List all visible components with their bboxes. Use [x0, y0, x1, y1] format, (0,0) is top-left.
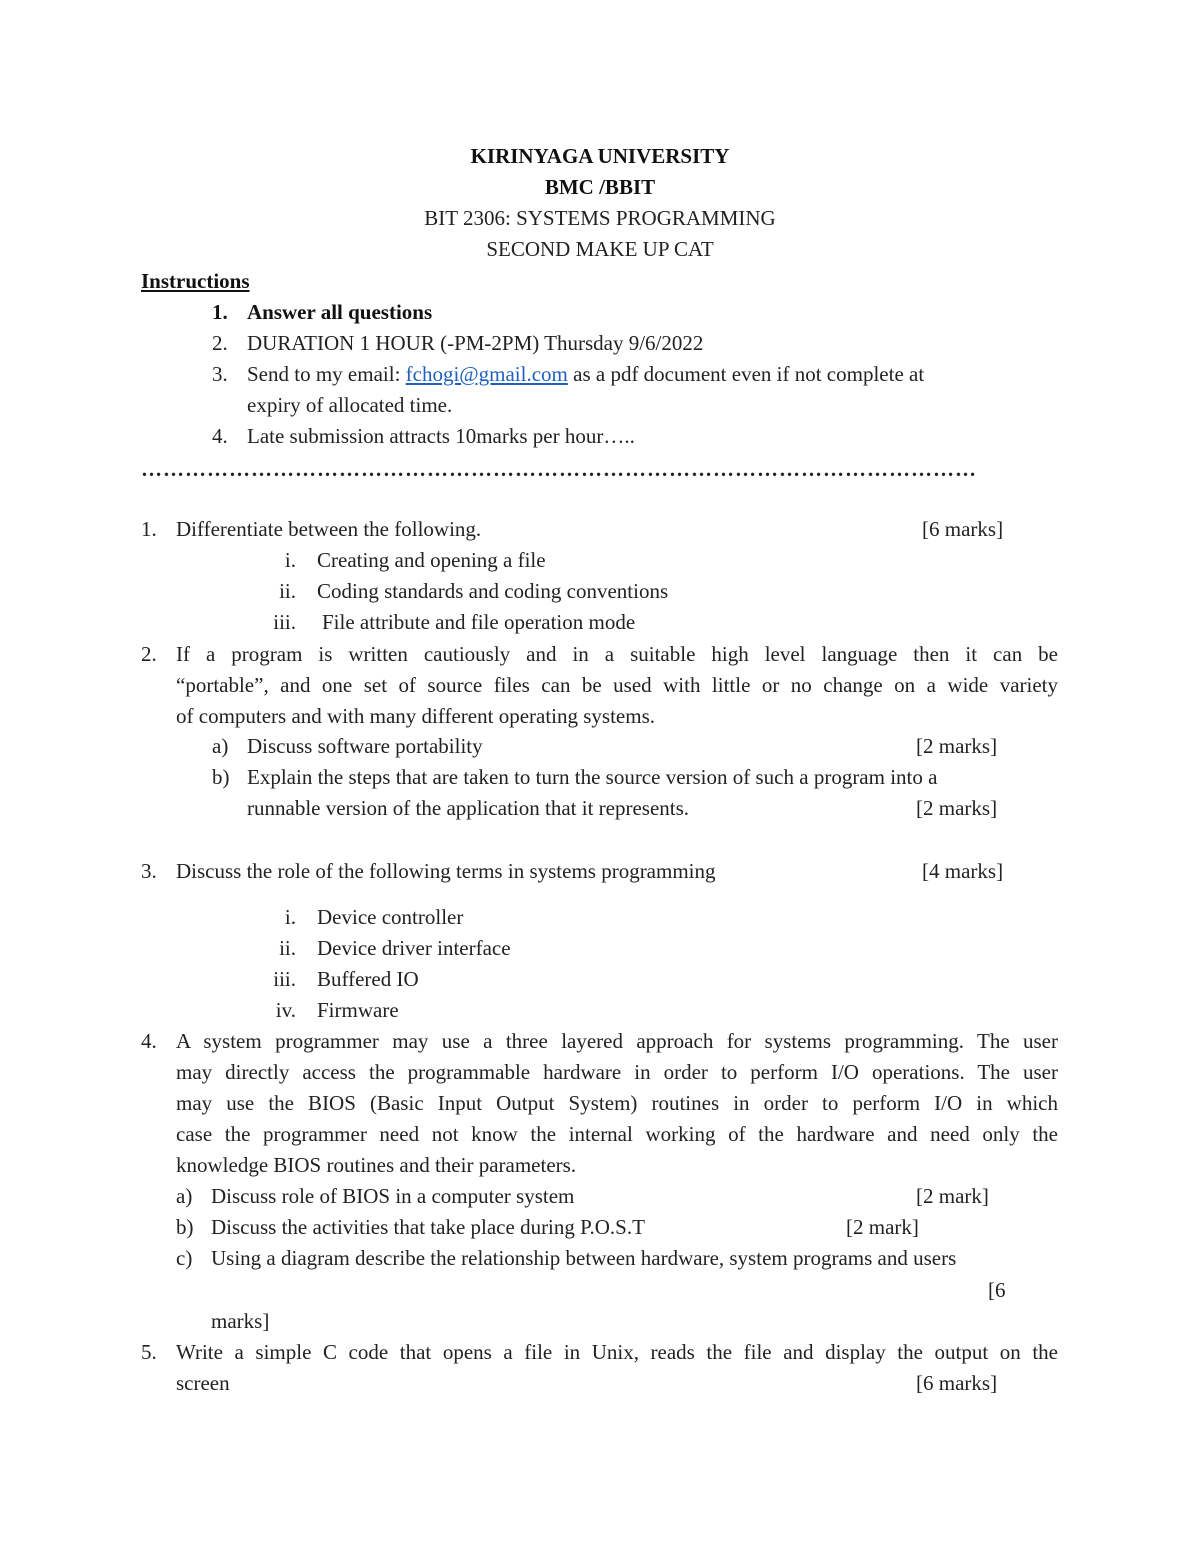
q3-sub-ii-text: Device driver interface: [317, 936, 511, 960]
instruction-3-number: 3.: [212, 362, 228, 386]
q3-sub-iii-number: iii.: [273, 967, 296, 991]
q1-sub-iii-number: iii.: [273, 610, 296, 634]
instruction-3-continuation: expiry of allocated time.: [247, 393, 453, 417]
q4-line-1: A system programmer may use a three layered approach for systems programming. The user: [176, 1029, 1058, 1053]
q2a-marks: [2 marks]: [916, 734, 998, 758]
q4a-number: a): [176, 1184, 193, 1208]
q4-line-4: case the programmer need not know the internal working of the hardware and need only the: [176, 1122, 1058, 1146]
instruction-3-line: [247, 361, 924, 387]
q4c-marks-part-1: [6: [988, 1278, 1006, 1302]
q4-line-5: knowledge BIOS routines and their parameters.: [176, 1153, 577, 1177]
course-title: BIT 2306: SYSTEMS PROGRAMMING: [424, 206, 776, 230]
q2-line-2: “portable”, and one set of source files can be used with little or no change on a wide variety: [176, 673, 1058, 697]
q2b-number: b): [212, 765, 230, 789]
q3-number: 3.: [141, 859, 157, 883]
instruction-2-text: DURATION 1 HOUR (-PM-2PM) Thursday 9/6/2022: [247, 331, 704, 355]
q5-number: 5.: [141, 1340, 157, 1364]
q4b-marks: [2 mark]: [846, 1215, 919, 1239]
instruction-2-number: 2.: [212, 331, 228, 355]
q2-number: 2.: [141, 642, 157, 666]
instruction-3-prefix: Send to my email:: [247, 362, 406, 386]
q4-line-3: may use the BIOS (Basic Input Output System) routines in order to perform I/O in which: [176, 1091, 1058, 1115]
q1-number: 1.: [141, 517, 157, 541]
instruction-4-number: 4.: [212, 424, 228, 448]
q3-sub-ii-number: ii.: [279, 936, 296, 960]
program-name: BMC /BBIT: [544, 175, 656, 199]
q4b-number: b): [176, 1215, 194, 1239]
instruction-1-number: 1.: [212, 300, 228, 324]
q5-line-2: screen: [176, 1371, 230, 1395]
instructions-heading: Instructions: [141, 269, 250, 293]
q4b-text: Discuss the activities that take place during P.O.S.T: [211, 1215, 645, 1239]
q2b-marks: [2 marks]: [916, 796, 998, 820]
q4-number: 4.: [141, 1029, 157, 1053]
q2-line-1: If a program is written cautiously and in a suitable high level language then it can be: [176, 642, 1058, 666]
q1-sub-i-number: i.: [284, 548, 296, 572]
q4c-number: c): [176, 1246, 193, 1270]
q1-sub-i-text: Creating and opening a file: [317, 548, 546, 572]
q4c-text: Using a diagram describe the relationship between hardware, system programs and users: [211, 1246, 957, 1270]
q2a-number: a): [212, 734, 229, 758]
university-name: KIRINYAGA UNIVERSITY: [470, 144, 730, 168]
q5-line-1: Write a simple C code that opens a file in Unix, reads the file and display the output on the: [176, 1340, 1058, 1364]
q3-sub-iv-number: iv.: [275, 998, 296, 1022]
q3-sub-i-number: i.: [284, 905, 296, 929]
q3-sub-iii-text: Buffered IO: [317, 967, 419, 991]
dotted-separator: ……………………………………………………………………………………………………: [141, 457, 977, 481]
q1-sub-iii-text: File attribute and file operation mode: [322, 610, 636, 634]
q1-sub-ii-number: ii.: [279, 579, 296, 603]
q4c-marks-part-2: marks]: [211, 1309, 270, 1333]
q5-marks: [6 marks]: [916, 1371, 998, 1395]
q3-sub-iv-text: Firmware: [317, 998, 399, 1022]
q1-text: Differentiate between the following.: [176, 517, 482, 541]
q1-sub-ii-text: Coding standards and coding conventions: [317, 579, 669, 603]
q3-sub-i-text: Device controller: [317, 905, 464, 929]
q2-line-3: of computers and with many different operating systems.: [176, 704, 656, 728]
email-link[interactable]: fchogi@gmail.com: [405, 362, 568, 386]
q1-marks: [6 marks]: [922, 517, 1004, 541]
q2b-text: Explain the steps that are taken to turn the source version of such a program into a: [247, 765, 938, 789]
q3-text: Discuss the role of the following terms in systems programming: [176, 859, 716, 883]
q4-line-2: may directly access the programmable hardware in order to perform I/O operations. The user: [176, 1060, 1058, 1084]
q2b-continuation: runnable version of the application that it represents.: [247, 796, 690, 820]
instruction-3-suffix: as a pdf document even if not complete at: [567, 362, 925, 386]
q4a-text: Discuss role of BIOS in a computer system: [211, 1184, 575, 1208]
exam-title: SECOND MAKE UP CAT: [486, 237, 714, 261]
q2a-text: Discuss software portability: [247, 734, 483, 758]
instruction-1-text: Answer all questions: [247, 300, 433, 324]
q4a-marks: [2 mark]: [916, 1184, 989, 1208]
instruction-4-text: Late submission attracts 10marks per hour…..: [247, 424, 635, 448]
q3-marks: [4 marks]: [922, 859, 1004, 883]
